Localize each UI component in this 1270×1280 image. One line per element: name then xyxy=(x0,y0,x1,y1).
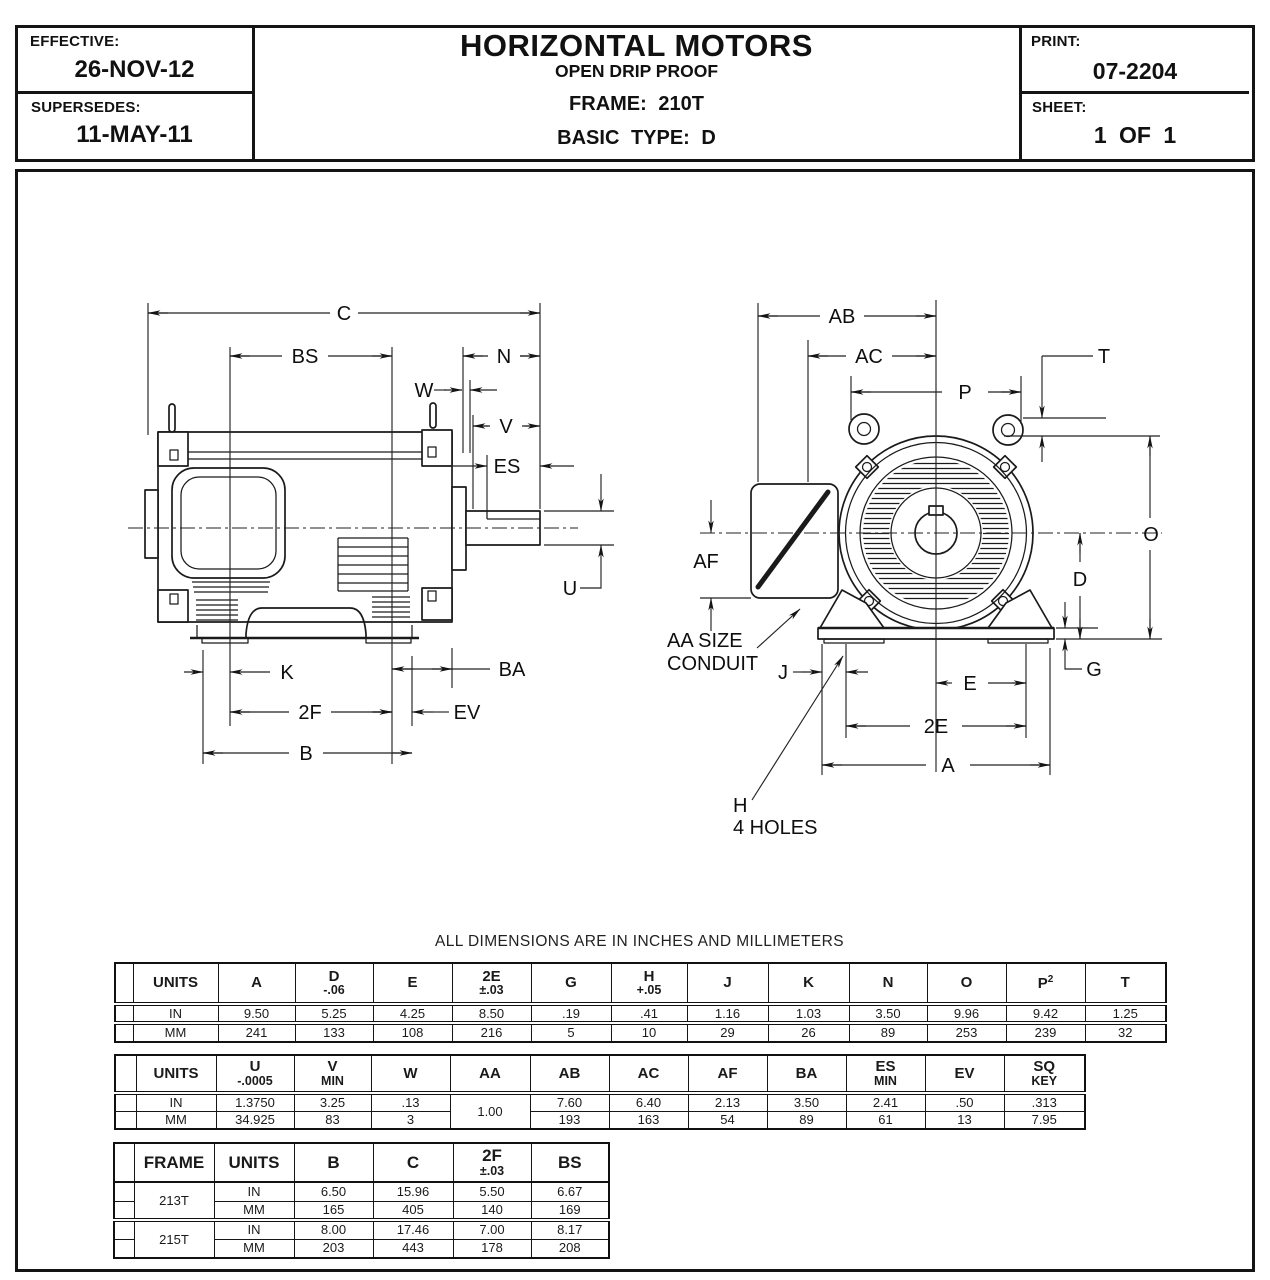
table-cell: 3.50 xyxy=(767,1093,846,1111)
column-header: J xyxy=(687,963,768,1004)
column-header: $P^2$ xyxy=(1006,963,1085,1004)
top-bolt-left xyxy=(169,404,175,432)
dim-label-ba: BA xyxy=(498,659,526,681)
table-cell: 3.25 xyxy=(294,1093,371,1111)
table-cell: 1.16 xyxy=(687,1004,768,1023)
frame-cell: 213T xyxy=(134,1182,214,1220)
dim-label-af: AF xyxy=(693,551,719,573)
column-header: AB xyxy=(530,1055,609,1093)
table-cell: 2.41 xyxy=(846,1093,925,1111)
column-header: G xyxy=(531,963,611,1004)
column-header: FRAME xyxy=(134,1143,214,1182)
table-cell: 193 xyxy=(530,1111,609,1129)
units-cell: MM xyxy=(133,1023,218,1042)
dim-label-u: U xyxy=(562,578,578,600)
table-row xyxy=(115,1055,1085,1093)
table-cell: 165 xyxy=(294,1201,373,1220)
table-cell: 239 xyxy=(1006,1023,1085,1042)
dimension-table-main xyxy=(114,962,1167,1043)
table-cell: 17.46 xyxy=(373,1220,453,1239)
table-cell: 15.96 xyxy=(373,1182,453,1201)
table-cell: .19 xyxy=(531,1004,611,1023)
table-cell: 89 xyxy=(849,1023,927,1042)
table-cell: 133 xyxy=(295,1023,373,1042)
dim-label-p: P xyxy=(958,382,972,404)
frame-table xyxy=(113,1142,610,1259)
sheet-number: 1 OF 1 xyxy=(1093,122,1177,148)
table-cell: .13 xyxy=(371,1093,450,1111)
table-cell: 9.96 xyxy=(927,1004,1006,1023)
table-cell: 178 xyxy=(453,1239,531,1258)
table-stub-cell xyxy=(115,1023,133,1042)
dim-label-es: ES xyxy=(493,456,521,478)
table-cell: 253 xyxy=(927,1023,1006,1042)
column-header: AF xyxy=(688,1055,767,1093)
table-cell: 8.17 xyxy=(531,1220,609,1239)
table-cell: 7.00 xyxy=(453,1220,531,1239)
dimensions-note: ALL DIMENSIONS ARE IN INCHES AND MILLIMETERS xyxy=(435,933,844,950)
table-cell: 5.25 xyxy=(295,1004,373,1023)
table-stub-cell xyxy=(114,1239,134,1258)
dim-label-ev: EV xyxy=(453,702,481,724)
dim-label-k: K xyxy=(280,662,294,684)
top-bolt-right xyxy=(430,403,436,428)
dim-label-a: A xyxy=(941,755,955,777)
table-row xyxy=(115,1023,1166,1042)
table-cell: 13 xyxy=(925,1111,1004,1129)
basic-type-line: BASIC TYPE: D xyxy=(557,127,716,149)
column-header: BA xyxy=(767,1055,846,1093)
table-cell: 140 xyxy=(453,1201,531,1220)
supersedes-label: SUPERSEDES: xyxy=(31,99,141,116)
frame-line: FRAME: 210T xyxy=(569,93,704,115)
table-cell: 208 xyxy=(531,1239,609,1258)
table-cell: 216 xyxy=(452,1023,531,1042)
sheet-label: SHEET: xyxy=(1032,99,1087,116)
table-stub-cell xyxy=(114,1201,134,1220)
table-cell: 5 xyxy=(531,1023,611,1042)
table-row xyxy=(115,963,1166,1004)
table-cell: 3 xyxy=(371,1111,450,1129)
units-cell: IN xyxy=(133,1004,218,1023)
table-cell: 8.50 xyxy=(452,1004,531,1023)
table-stub-cell xyxy=(115,1004,133,1023)
units-cell: IN xyxy=(214,1182,294,1201)
page-subtitle: OPEN DRIP PROOF xyxy=(554,61,719,81)
table-cell: 7.60 xyxy=(530,1093,609,1111)
table-cell: 443 xyxy=(373,1239,453,1258)
table-cell: 26 xyxy=(768,1023,849,1042)
column-header: V MIN xyxy=(294,1055,371,1093)
column-header: K xyxy=(768,963,849,1004)
column-header: EV xyxy=(925,1055,1004,1093)
dim-label-g: G xyxy=(1086,659,1102,681)
print-label: PRINT: xyxy=(1031,33,1081,50)
table-cell: 8.00 xyxy=(294,1220,373,1239)
side-view xyxy=(128,403,578,643)
table-cell: 6.50 xyxy=(294,1182,373,1201)
units-cell: MM xyxy=(214,1201,294,1220)
table-row xyxy=(114,1220,609,1239)
table-cell: 34.925 xyxy=(216,1111,294,1129)
column-header: E xyxy=(373,963,452,1004)
table-row xyxy=(114,1143,609,1182)
dim-label-n: N xyxy=(496,346,512,368)
column-header: H +.05 xyxy=(611,963,687,1004)
holes-label-h: H xyxy=(733,795,748,817)
dim-label-v: V xyxy=(499,416,513,438)
column-header: 2E ±.03 xyxy=(452,963,531,1004)
table-cell: 10 xyxy=(611,1023,687,1042)
table-cell: 2.13 xyxy=(688,1093,767,1111)
conduit-note-line2: CONDUIT xyxy=(667,653,759,675)
table-cell: 61 xyxy=(846,1111,925,1129)
column-header: BS xyxy=(531,1143,609,1182)
table-stub-cell xyxy=(115,1093,136,1111)
dim-label-b: B xyxy=(299,743,313,765)
table-cell: 7.95 xyxy=(1004,1111,1085,1129)
units-cell: IN xyxy=(136,1093,216,1111)
dim-label-j: J xyxy=(778,662,788,684)
dim-label-e: E xyxy=(963,673,977,695)
table-cell: 4.25 xyxy=(373,1004,452,1023)
column-header: T xyxy=(1085,963,1166,1004)
dimension-table-secondary xyxy=(114,1054,1086,1130)
dim-label-bs: BS xyxy=(291,346,319,368)
dim-label-c: C xyxy=(336,303,352,325)
column-header: O xyxy=(927,963,1006,1004)
dim-label-2f: 2F xyxy=(298,702,322,724)
table-cell: 29 xyxy=(687,1023,768,1042)
table-cell: 6.67 xyxy=(531,1182,609,1201)
lifting-eye-right xyxy=(993,415,1023,445)
table-stub-cell xyxy=(115,963,133,1004)
column-header: 2F ±.03 xyxy=(453,1143,531,1182)
table-cell: .313 xyxy=(1004,1093,1085,1111)
supersedes-date: 11-MAY-11 xyxy=(76,121,193,148)
print-number: 07-2204 xyxy=(1092,58,1178,84)
column-header: W xyxy=(371,1055,450,1093)
dim-label-d: D xyxy=(1072,569,1088,591)
page-title: HORIZONTAL MOTORS xyxy=(460,28,813,63)
table-cell: 9.42 xyxy=(1006,1004,1085,1023)
column-header: UNITS xyxy=(214,1143,294,1182)
column-header: A xyxy=(218,963,295,1004)
table-stub-cell xyxy=(114,1220,134,1239)
holes-label-count: 4 HOLES xyxy=(733,817,818,839)
table-cell: 163 xyxy=(609,1111,688,1129)
column-header: SQ KEY xyxy=(1004,1055,1085,1093)
table-stub-cell xyxy=(115,1055,136,1093)
table-row xyxy=(115,1004,1166,1023)
dim-label-t: T xyxy=(1097,346,1111,368)
table-cell: 83 xyxy=(294,1111,371,1129)
units-cell: MM xyxy=(214,1239,294,1258)
table-cell: .50 xyxy=(925,1093,1004,1111)
conduit-note-line1: AA SIZE xyxy=(667,630,743,652)
dim-label-o: O xyxy=(1143,524,1159,546)
table-cell: 6.40 xyxy=(609,1093,688,1111)
column-header: D -.06 xyxy=(295,963,373,1004)
table-cell: 169 xyxy=(531,1201,609,1220)
table-cell: 203 xyxy=(294,1239,373,1258)
front-view xyxy=(700,300,1162,772)
table-cell: 108 xyxy=(373,1023,452,1042)
table-cell: 1.25 xyxy=(1085,1004,1166,1023)
table-cell-aa-merged: 1.00 xyxy=(450,1093,530,1129)
table-cell: 5.50 xyxy=(453,1182,531,1201)
units-cell: IN xyxy=(214,1220,294,1239)
table-stub-cell xyxy=(114,1182,134,1201)
table-cell: 3.50 xyxy=(849,1004,927,1023)
dim-label-2e: 2E xyxy=(923,716,949,738)
lifting-eye-left xyxy=(849,414,879,444)
frame-cell: 215T xyxy=(134,1220,214,1258)
table-row xyxy=(115,1111,1085,1129)
table-cell: 89 xyxy=(767,1111,846,1129)
terminal-cover xyxy=(172,468,285,578)
units-cell: MM xyxy=(136,1111,216,1129)
table-stub-cell xyxy=(115,1111,136,1129)
table-cell: 1.03 xyxy=(768,1004,849,1023)
effective-label: EFFECTIVE: xyxy=(30,33,120,50)
table-cell: 32 xyxy=(1085,1023,1166,1042)
column-header: U -.0005 xyxy=(216,1055,294,1093)
column-header: B xyxy=(294,1143,373,1182)
column-header: ES MIN xyxy=(846,1055,925,1093)
table-row xyxy=(115,1093,1085,1111)
table-stub-cell xyxy=(114,1143,134,1182)
dim-label-ac: AC xyxy=(855,346,883,368)
column-header: UNITS xyxy=(136,1055,216,1093)
dim-label-w: W xyxy=(414,380,434,402)
table-cell: 54 xyxy=(688,1111,767,1129)
table-cell: 241 xyxy=(218,1023,295,1042)
table-row xyxy=(114,1182,609,1201)
column-header: UNITS xyxy=(133,963,218,1004)
table-cell: 1.3750 xyxy=(216,1093,294,1111)
column-header: AC xyxy=(609,1055,688,1093)
effective-date: 26-NOV-12 xyxy=(74,56,195,83)
table-cell: .41 xyxy=(611,1004,687,1023)
table-cell: 405 xyxy=(373,1201,453,1220)
conduit-box xyxy=(751,484,838,598)
column-header: C xyxy=(373,1143,453,1182)
column-header: N xyxy=(849,963,927,1004)
table-cell: 9.50 xyxy=(218,1004,295,1023)
dim-label-ab: AB xyxy=(828,306,856,328)
column-header: AA xyxy=(450,1055,530,1093)
